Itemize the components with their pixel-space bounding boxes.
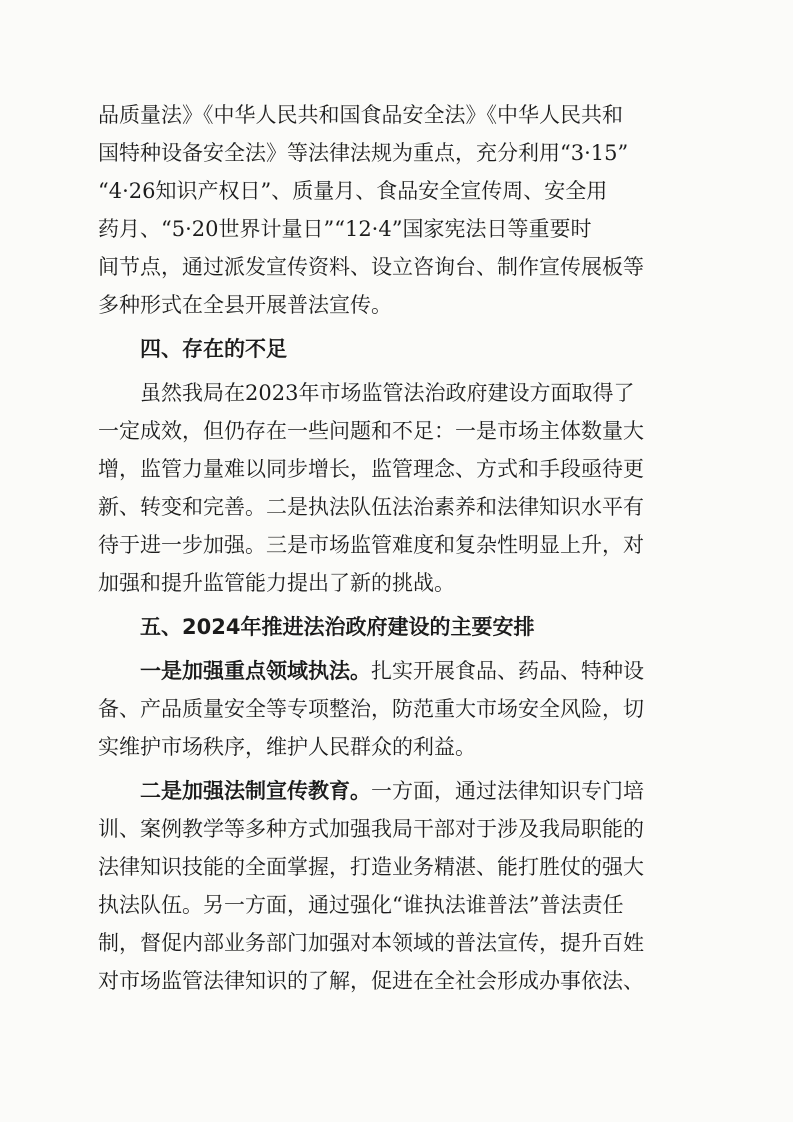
body-line: 待于进一步加强。三是市场监管难度和复杂性明显上升，对 — [98, 533, 644, 557]
body-line: 新、转变和完善。二是执法队伍法治素养和法律知识水平有 — [98, 495, 644, 519]
item-1-lead: 一是加强重点领域执法。 — [140, 658, 371, 683]
body-line: 间节点，通过派发宣传资料、设立咨询台、制作宣传展板等 — [98, 255, 644, 279]
body-line: 虽然我局在2023年市场监管法治政府建设方面取得了 — [140, 381, 635, 405]
body-line: 多种形式在全县开展普法宣传。 — [98, 293, 392, 317]
body-line: 备、产品质量安全等专项整治，防范重大市场安全风险，切 — [98, 697, 644, 721]
item-2-lead: 二是加强法制宣传教育。 — [140, 778, 371, 803]
body-line: 制，督促内部业务部门加强对本领域的普法宣传，提升百姓 — [98, 931, 644, 955]
section-heading-4: 四、存在的不足 — [140, 336, 287, 361]
body-line: 对市场监管法律知识的了解，促进在全社会形成办事依法、 — [98, 969, 644, 993]
body-line: 药月、“5·20世界计量日”“12·4”国家宪法日等重要时 — [98, 217, 592, 241]
body-line: 加强和提升监管能力提出了新的挑战。 — [98, 571, 455, 595]
body-line: “4·26知识产权日”、质量月、食品安全宣传周、安全用 — [98, 179, 608, 203]
body-line: 训、案例教学等多种方式加强我局干部对于涉及我局职能的 — [98, 817, 644, 841]
body-line: 实维护市场秩序，维护人民群众的利益。 — [98, 735, 476, 759]
body-line: 执法队伍。另一方面，通过强化“谁执法谁普法”普法责任 — [98, 893, 624, 917]
item-2-first-rest: 一方面，通过法律知识专门培 — [371, 779, 644, 803]
item-1-first-line — [140, 656, 700, 686]
section-heading-5: 五、2024年推进法治政府建设的主要安排 — [140, 615, 535, 639]
body-line: 法律知识技能的全面掌握，打造业务精湛、能打胜仗的强大 — [98, 855, 644, 879]
body-line: 品质量法》《中华人民共和国食品安全法》《中华人民共和 — [98, 103, 623, 127]
body-line: 国特种设备安全法》等法律法规为重点，充分利用“3·15” — [98, 141, 629, 165]
body-line: 一定成效，但仍存在一些问题和不足：一是市场主体数量大 — [98, 419, 644, 443]
item-1-first-rest: 扎实开展食品、药品、特种设 — [371, 659, 644, 683]
item-2-first-line — [140, 776, 700, 806]
body-line: 增，监管力量难以同步增长，监管理念、方式和手段亟待更 — [98, 457, 644, 481]
